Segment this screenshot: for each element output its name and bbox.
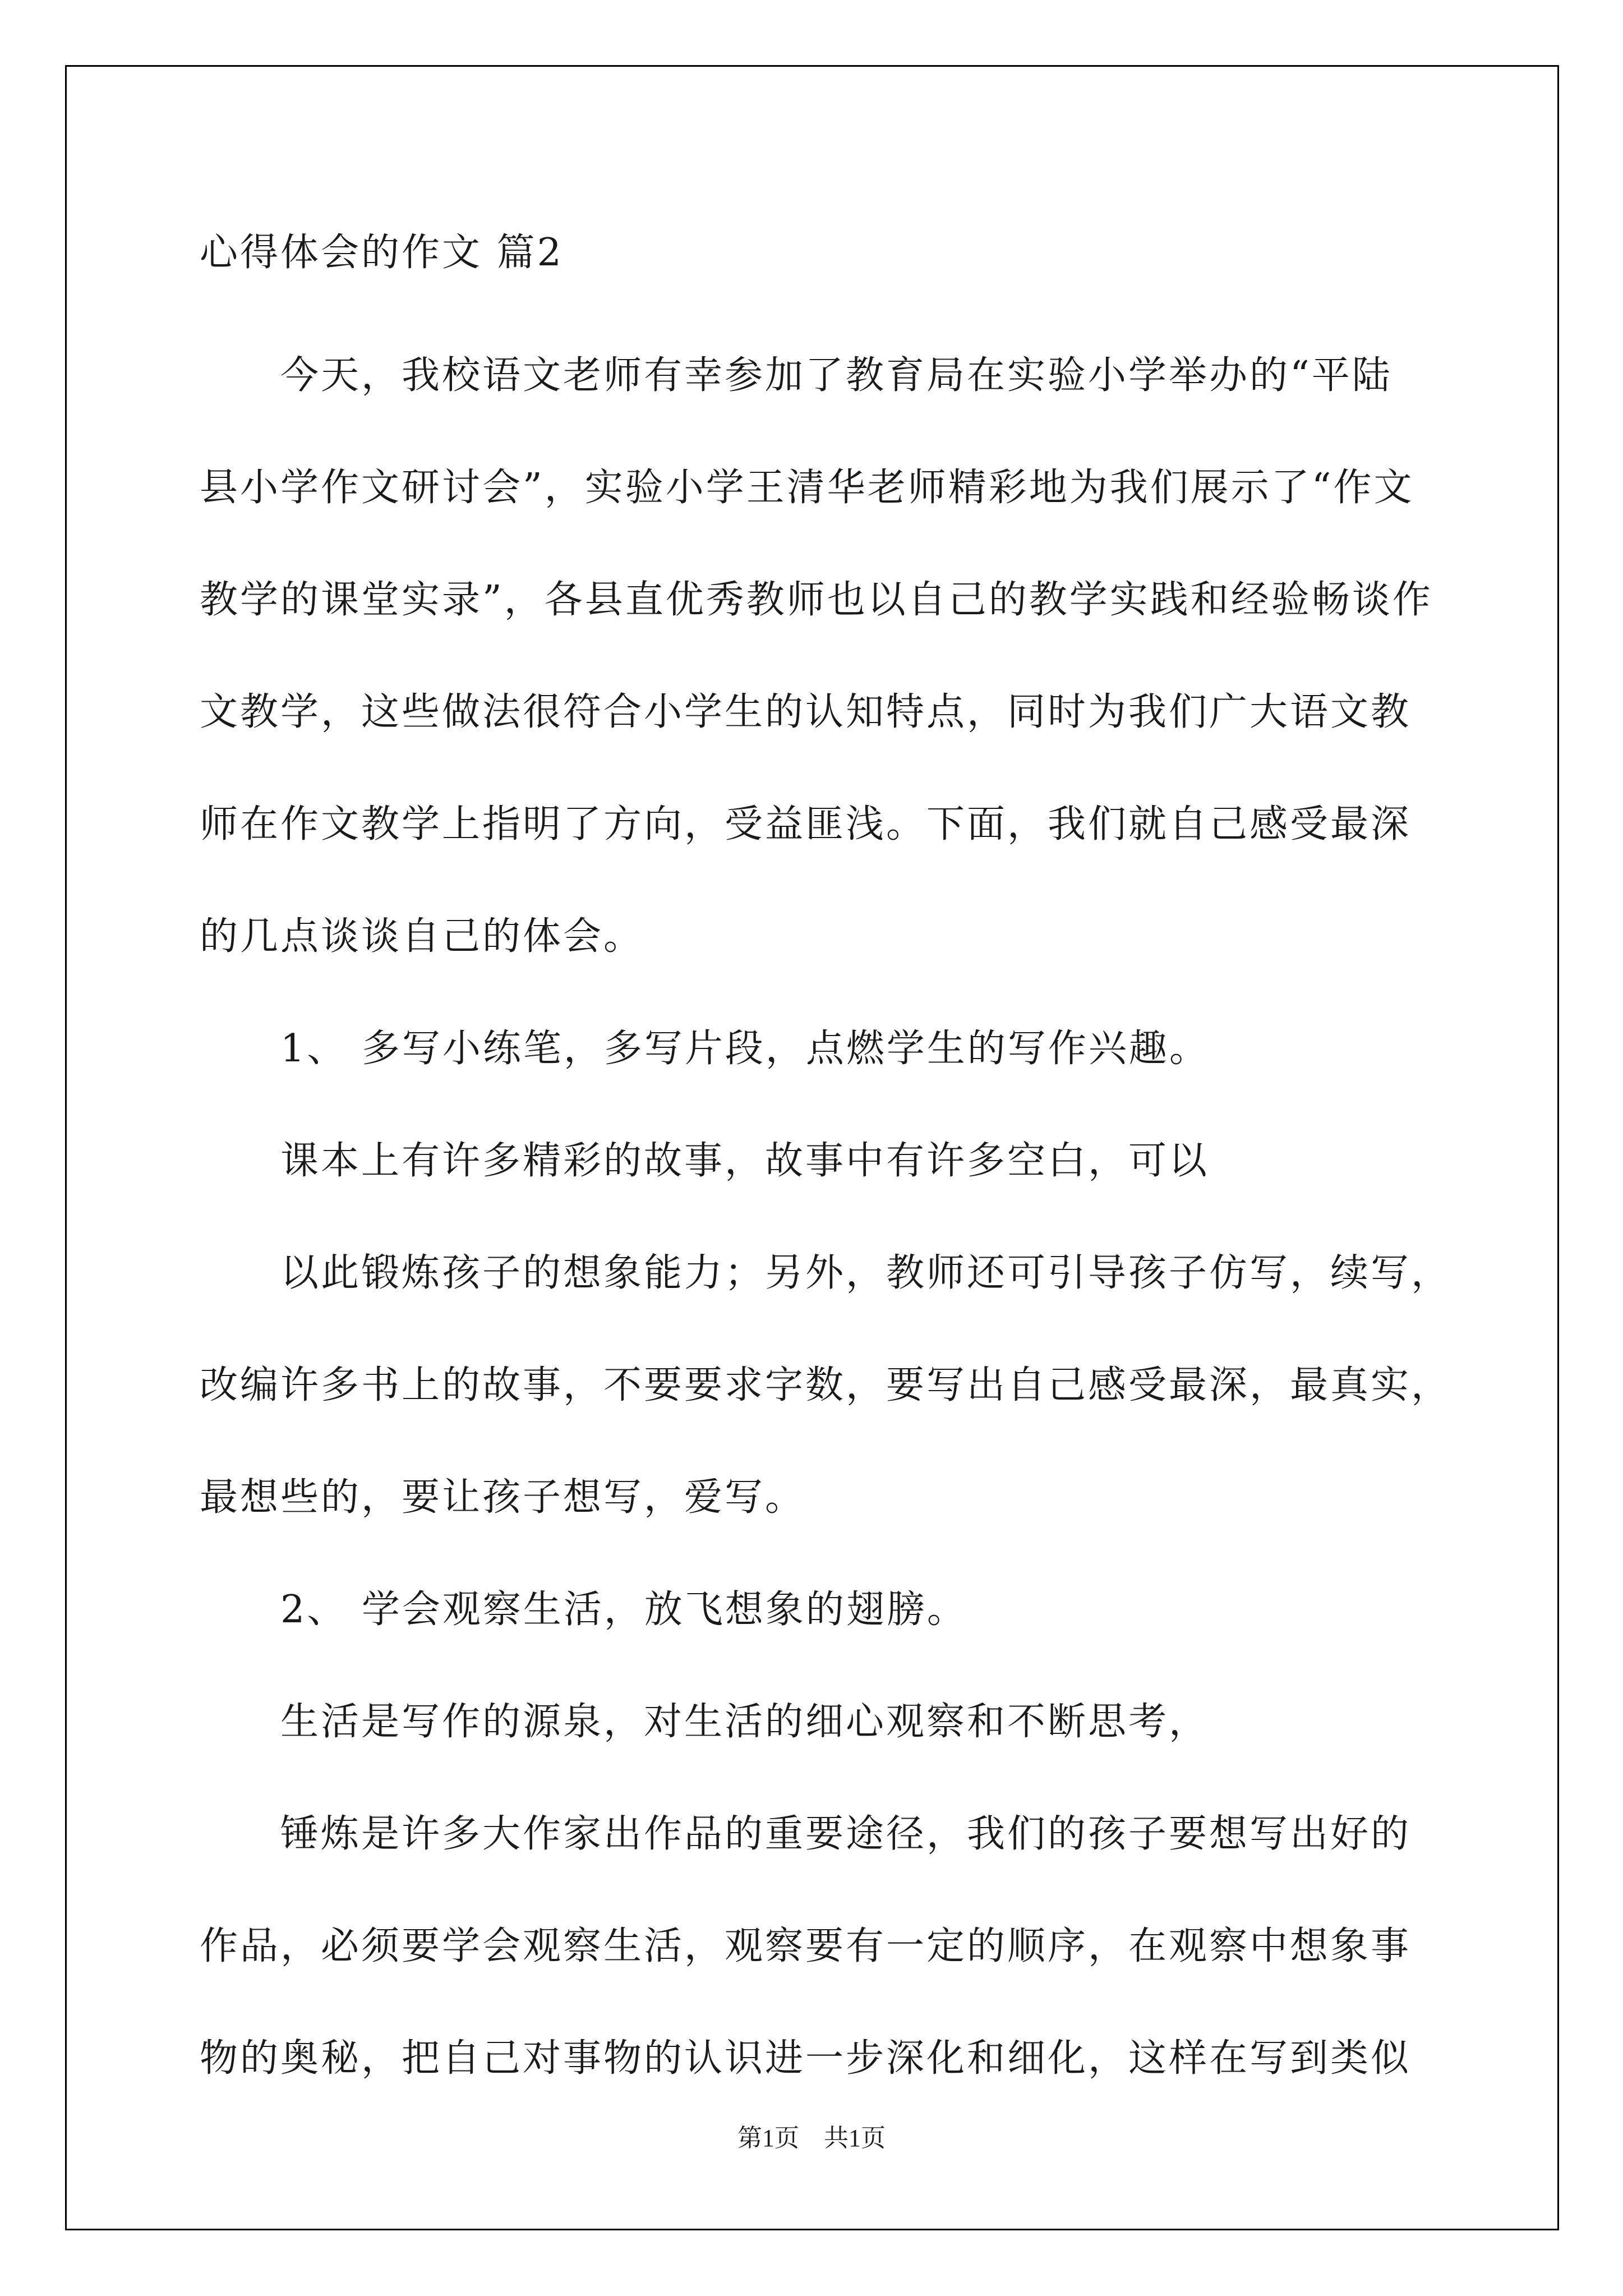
page-footer: 第1页 共1页: [737, 2124, 886, 2152]
text-line: 的几点谈谈自己的体会。: [200, 914, 644, 959]
text-line: 作品，必须要学会观察生活，观察要有一定的顺序，在观察中想象事: [200, 1924, 1412, 1968]
list-item-heading: 2、 学会观察生活，放飞想象的翅膀。: [280, 1588, 967, 1632]
text-line: 生活是写作的源泉，对生活的细心观察和不断思考，: [280, 1700, 1210, 1744]
text-line: 最想些的，要让孩子想写，爱写。: [200, 1475, 806, 1520]
text-line: 文教学，这些做法很符合小学生的认知特点，同时为我们广大语文教: [200, 690, 1412, 734]
list-item-heading: 1、 多写小练笔，多写片段，点燃学生的写作兴趣。: [280, 1027, 1210, 1071]
text-line: 教学的课堂实录”，各县直优秀教师也以自己的教学实践和经验畅谈作: [200, 578, 1433, 622]
text-line: 县小学作文研讨会”，实验小学王清华老师精彩地为我们展示了“作文: [200, 466, 1414, 510]
text-line: 物的奥秘，把自己对事物的认识进一步深化和细化，这样在写到类似: [200, 2036, 1412, 2081]
text-line: 师在作文教学上指明了方向，受益匪浅。下面，我们就自己感受最深: [200, 802, 1412, 846]
text-line: 今天，我校语文老师有幸参加了教育局在实验小学举办的“平陆: [280, 353, 1393, 398]
text-line: 锤炼是许多大作家出作品的重要途径，我们的孩子要想写出好的: [280, 1812, 1412, 1856]
text-line: 改编许多书上的故事，不要要求字数，要写出自己感受最深，最真实，: [200, 1363, 1452, 1407]
text-line: 以此锻炼孩子的想象能力；另外，教师还可引导孩子仿写，续写，: [280, 1251, 1452, 1295]
document-heading: 心得体会的作文 篇2: [200, 231, 564, 275]
text-line: 课本上有许多精彩的故事，故事中有许多空白，可以: [280, 1139, 1210, 1183]
document-body: [200, 220, 1452, 2115]
